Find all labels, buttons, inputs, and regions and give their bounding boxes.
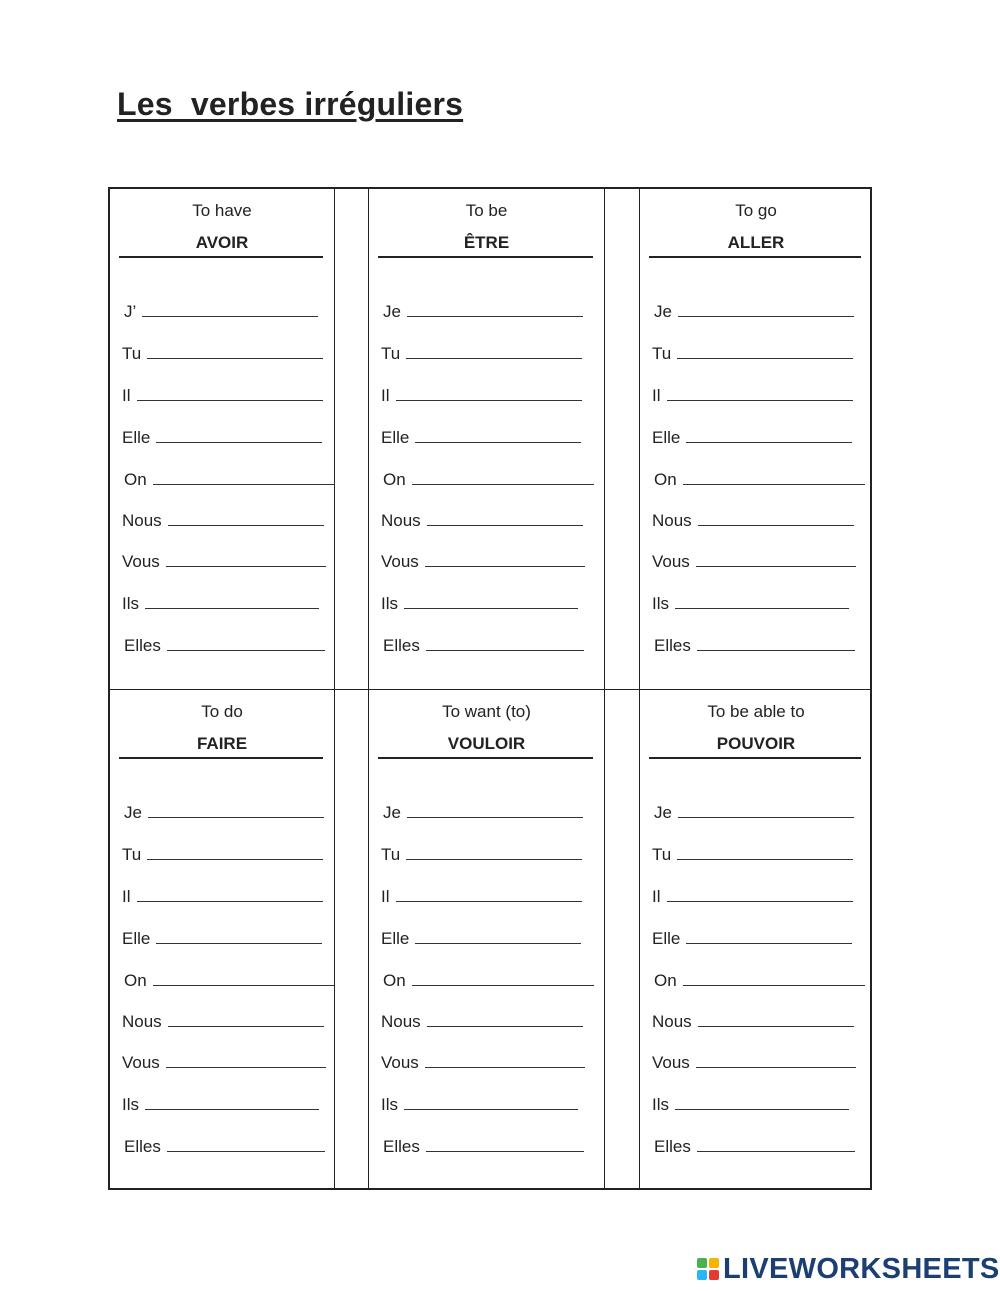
pronoun-label: Elle xyxy=(652,929,681,948)
pronoun-label: Je xyxy=(654,803,672,822)
answer-blank[interactable] xyxy=(145,594,319,609)
pronoun-label: Ils xyxy=(381,1095,398,1114)
conjugation-row xyxy=(122,511,324,531)
pronoun-label: Tu xyxy=(381,344,401,363)
conjugation-row xyxy=(124,971,335,991)
answer-blank[interactable] xyxy=(677,344,853,359)
answer-blank[interactable] xyxy=(147,344,323,359)
conjugation-row xyxy=(381,344,582,364)
pronoun-label: Je xyxy=(124,803,142,822)
conjugation-row xyxy=(381,386,582,406)
pronoun-label: Ils xyxy=(381,594,398,613)
answer-blank[interactable] xyxy=(137,887,323,902)
pronoun-label: Elle xyxy=(381,929,410,948)
answer-blank[interactable] xyxy=(425,1053,585,1068)
answer-blank[interactable] xyxy=(415,929,581,944)
conjugation-row xyxy=(124,1137,325,1157)
page-title: Les verbes irréguliers xyxy=(117,86,464,122)
conjugation-row xyxy=(122,344,323,364)
pronoun-label: Elles xyxy=(383,636,420,655)
pronoun-label: Vous xyxy=(652,1053,690,1072)
conjugation-row xyxy=(124,302,318,322)
conjugation-row xyxy=(383,803,583,823)
answer-blank[interactable] xyxy=(427,511,583,526)
pronoun-label: Nous xyxy=(652,511,692,530)
pronoun-label: Elles xyxy=(383,1137,420,1156)
conjugation-row xyxy=(122,845,323,865)
verb-cell xyxy=(640,690,872,1190)
pronoun-label: Je xyxy=(383,803,401,822)
pronoun-label: Tu xyxy=(122,845,142,864)
verb-french: AVOIR xyxy=(195,233,249,252)
answer-blank[interactable] xyxy=(698,1012,854,1027)
answer-blank[interactable] xyxy=(166,1053,326,1068)
conjugation-row xyxy=(122,594,319,614)
pronoun-label: Je xyxy=(654,302,672,321)
conjugation-row xyxy=(383,636,584,656)
answer-blank[interactable] xyxy=(696,552,856,567)
answer-blank[interactable] xyxy=(156,929,322,944)
conjugation-row xyxy=(122,552,326,572)
verb-english: To be xyxy=(465,201,508,220)
verb-cell xyxy=(110,189,334,689)
conjugation-row xyxy=(654,971,865,991)
answer-blank[interactable] xyxy=(667,386,853,401)
conjugation-row xyxy=(383,971,594,991)
conjugation-row xyxy=(652,887,853,907)
conjugation-row xyxy=(381,511,583,531)
pronoun-label: Elle xyxy=(122,428,151,447)
pronoun-label: On xyxy=(124,470,147,489)
conjugation-row xyxy=(652,428,852,448)
pronoun-label: Nous xyxy=(381,1012,421,1031)
conjugation-row xyxy=(652,552,856,572)
pronoun-label: Elles xyxy=(654,636,691,655)
verb-english: To be able to xyxy=(707,702,805,721)
verb-cell xyxy=(369,690,604,1190)
answer-blank[interactable] xyxy=(425,552,585,567)
conjugation-row xyxy=(383,1137,584,1157)
conjugation-row xyxy=(654,636,855,656)
header-underline xyxy=(649,757,861,759)
answer-blank[interactable] xyxy=(168,1012,324,1027)
pronoun-label: Je xyxy=(383,302,401,321)
answer-blank[interactable] xyxy=(168,511,324,526)
answer-blank[interactable] xyxy=(153,470,335,485)
pronoun-label: Elles xyxy=(124,636,161,655)
pronoun-label: Vous xyxy=(381,1053,419,1072)
conjugation-row xyxy=(652,511,854,531)
conjugation-row xyxy=(652,344,853,364)
pronoun-label: On xyxy=(654,971,677,990)
conjugation-row xyxy=(122,1053,326,1073)
conjugation-row xyxy=(652,929,852,949)
conjugation-row xyxy=(383,302,583,322)
pronoun-label: Il xyxy=(122,887,131,906)
conjugation-row xyxy=(381,1095,578,1115)
header-underline xyxy=(378,757,593,759)
answer-blank[interactable] xyxy=(678,302,854,317)
conjugation-row xyxy=(654,302,854,322)
answer-blank[interactable] xyxy=(167,1137,325,1152)
answer-blank[interactable] xyxy=(148,803,324,818)
answer-blank[interactable] xyxy=(697,1137,855,1152)
verb-french: FAIRE xyxy=(196,734,248,753)
pronoun-label: Elle xyxy=(122,929,151,948)
answer-blank[interactable] xyxy=(404,594,578,609)
conjugation-row xyxy=(652,845,853,865)
conjugation-row xyxy=(122,428,322,448)
answer-blank[interactable] xyxy=(427,1012,583,1027)
conjugation-row xyxy=(654,470,865,490)
liveworksheets-logo xyxy=(697,1252,1000,1286)
conjugation-row xyxy=(381,552,585,572)
verb-cell xyxy=(640,189,872,689)
answer-blank[interactable] xyxy=(137,386,323,401)
answer-blank[interactable] xyxy=(142,302,318,317)
answer-blank[interactable] xyxy=(407,302,583,317)
answer-blank[interactable] xyxy=(698,511,854,526)
conjugation-row xyxy=(383,470,594,490)
logo-mark-icon xyxy=(697,1258,719,1280)
pronoun-label: Tu xyxy=(652,344,672,363)
pronoun-label: Vous xyxy=(652,552,690,571)
pronoun-label: Tu xyxy=(381,845,401,864)
verb-english: To do xyxy=(201,702,243,721)
pronoun-label: Il xyxy=(122,386,131,405)
answer-blank[interactable] xyxy=(167,636,325,651)
header-underline xyxy=(378,256,593,258)
pronoun-label: On xyxy=(383,971,406,990)
answer-blank[interactable] xyxy=(426,1137,584,1152)
answer-blank[interactable] xyxy=(415,428,581,443)
conjugation-row xyxy=(381,929,581,949)
conjugation-row xyxy=(654,803,854,823)
pronoun-label: Elles xyxy=(124,1137,161,1156)
verb-french: ÊTRE xyxy=(463,233,510,252)
verb-table xyxy=(108,187,872,1190)
answer-blank[interactable] xyxy=(683,470,865,485)
pronoun-label: Nous xyxy=(652,1012,692,1031)
pronoun-label: Elle xyxy=(652,428,681,447)
conjugation-row xyxy=(652,594,849,614)
answer-blank[interactable] xyxy=(696,1053,856,1068)
header-underline xyxy=(119,757,323,759)
answer-blank[interactable] xyxy=(406,845,582,860)
verb-french: VOULOIR xyxy=(447,734,526,753)
conjugation-row xyxy=(381,594,578,614)
answer-blank[interactable] xyxy=(675,1095,849,1110)
pronoun-label: Ils xyxy=(122,594,139,613)
answer-blank[interactable] xyxy=(396,887,582,902)
answer-blank[interactable] xyxy=(412,971,594,986)
pronoun-label: Nous xyxy=(381,511,421,530)
answer-blank[interactable] xyxy=(156,428,322,443)
verb-french: ALLER xyxy=(727,233,785,252)
answer-blank[interactable] xyxy=(677,845,853,860)
conjugation-row xyxy=(122,386,323,406)
pronoun-label: Ils xyxy=(652,594,669,613)
conjugation-row xyxy=(652,1053,856,1073)
pronoun-label: On xyxy=(383,470,406,489)
pronoun-label: Vous xyxy=(122,552,160,571)
pronoun-label: On xyxy=(124,971,147,990)
answer-blank[interactable] xyxy=(697,636,855,651)
pronoun-label: Vous xyxy=(122,1053,160,1072)
conjugation-row xyxy=(381,887,582,907)
verb-english: To go xyxy=(735,201,777,220)
pronoun-label: Il xyxy=(381,887,390,906)
conjugation-row xyxy=(381,428,581,448)
pronoun-label: Ils xyxy=(652,1095,669,1114)
answer-blank[interactable] xyxy=(686,428,852,443)
pronoun-label: Nous xyxy=(122,1012,162,1031)
conjugation-row xyxy=(124,636,325,656)
conjugation-row xyxy=(122,1095,319,1115)
conjugation-row xyxy=(381,1012,583,1032)
conjugation-row xyxy=(122,929,322,949)
pronoun-label: Elle xyxy=(381,428,410,447)
conjugation-row xyxy=(381,1053,585,1073)
answer-blank[interactable] xyxy=(686,929,852,944)
pronoun-label: On xyxy=(654,470,677,489)
answer-blank[interactable] xyxy=(407,803,583,818)
verb-cell xyxy=(110,690,334,1190)
conjugation-row xyxy=(652,1095,849,1115)
pronoun-label: Ils xyxy=(122,1095,139,1114)
verb-english: To want (to) xyxy=(442,702,531,721)
conjugation-row xyxy=(652,386,853,406)
conjugation-row xyxy=(124,470,335,490)
answer-blank[interactable] xyxy=(675,594,849,609)
pronoun-label: Elles xyxy=(654,1137,691,1156)
conjugation-row xyxy=(124,803,324,823)
answer-blank[interactable] xyxy=(412,470,594,485)
answer-blank[interactable] xyxy=(404,1095,578,1110)
pronoun-label: Tu xyxy=(652,845,672,864)
answer-blank[interactable] xyxy=(153,971,335,986)
answer-blank[interactable] xyxy=(667,887,853,902)
pronoun-label: Vous xyxy=(381,552,419,571)
answer-blank[interactable] xyxy=(683,971,865,986)
answer-blank[interactable] xyxy=(396,386,582,401)
conjugation-row xyxy=(381,845,582,865)
answer-blank[interactable] xyxy=(426,636,584,651)
conjugation-row xyxy=(122,887,323,907)
header-underline xyxy=(649,256,861,258)
pronoun-label: Nous xyxy=(122,511,162,530)
conjugation-row xyxy=(652,1012,854,1032)
answer-blank[interactable] xyxy=(166,552,326,567)
answer-blank[interactable] xyxy=(406,344,582,359)
verb-french: POUVOIR xyxy=(716,734,796,753)
answer-blank[interactable] xyxy=(147,845,323,860)
conjugation-row xyxy=(654,1137,855,1157)
verb-cell xyxy=(369,189,604,689)
header-underline xyxy=(119,256,323,258)
pronoun-label: Il xyxy=(381,386,390,405)
pronoun-label: J’ xyxy=(124,302,137,321)
answer-blank[interactable] xyxy=(145,1095,319,1110)
conjugation-row xyxy=(122,1012,324,1032)
answer-blank[interactable] xyxy=(678,803,854,818)
logo-text: LIVEWORKSHEETS xyxy=(723,1252,1000,1285)
pronoun-label: Tu xyxy=(122,344,142,363)
pronoun-label: Il xyxy=(652,887,661,906)
pronoun-label: Il xyxy=(652,386,661,405)
verb-english: To have xyxy=(192,201,252,220)
